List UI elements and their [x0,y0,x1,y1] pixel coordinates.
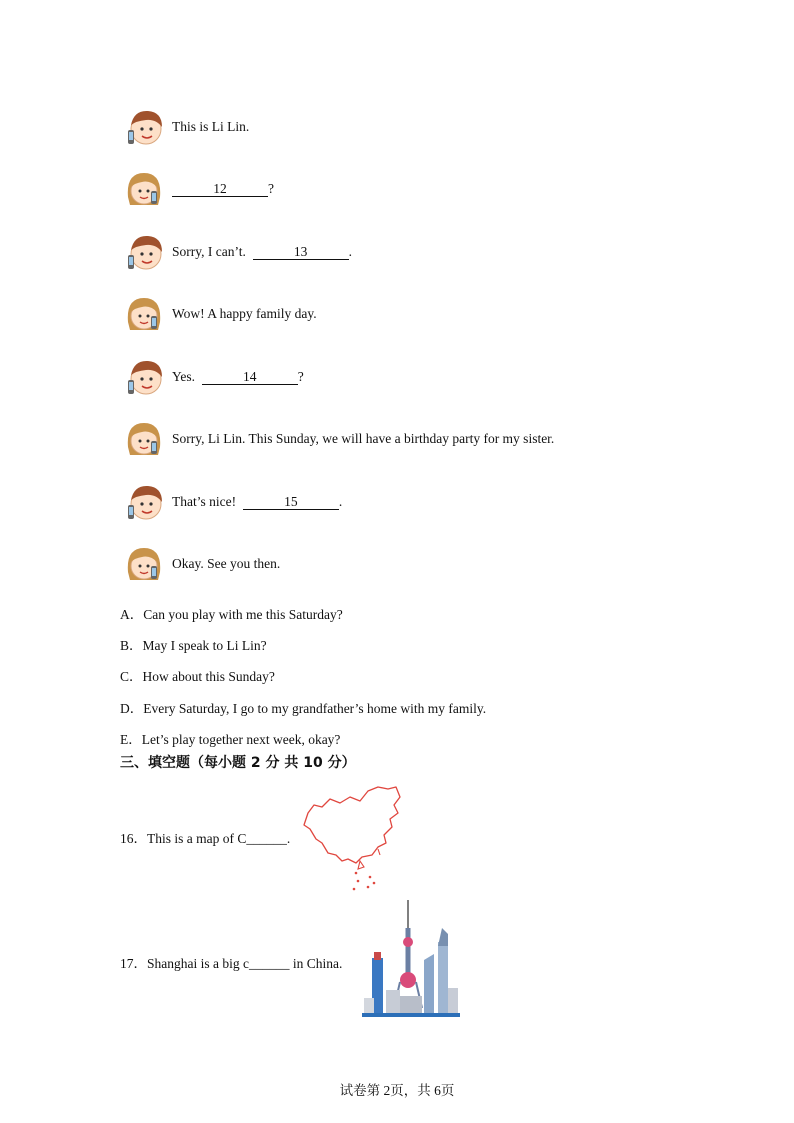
option-a: A．Can you play with me this Saturday? [120,607,343,622]
page-footer: 试卷第 2页，共 6页 [339,1083,455,1098]
section-heading: 三、填空题（每小题 2 分 共 10 分） [120,755,356,771]
dialogue-text: Sorry, Li Lin. This Sunday, we will have a birthday party for my sister. [172,431,555,446]
option-c: C．How about this Sunday? [120,669,275,684]
china-map-icon [300,783,404,893]
shanghai-skyline-icon [360,898,462,1020]
girl-phone-icon [122,542,166,586]
girl-phone-icon [122,292,166,336]
dialogue-line-2: 12 ? [122,167,274,211]
dialogue-line-3: Sorry, I can’t. 13 . [122,230,352,274]
dialogue-line-1 [122,105,249,149]
dialogue-line-4 [122,292,317,336]
blank-13: 13 [253,244,349,260]
dialogue-line-6 [122,417,554,461]
girl-phone-icon [122,167,166,211]
dialogue-line-7: That’s nice! 15 . [122,480,342,524]
option-e: E．Let’s play together next week, okay? [120,732,341,747]
boy-phone-icon [122,230,166,274]
boy-phone-icon [122,480,166,524]
boy-phone-icon [122,355,166,399]
dialogue-line-8 [122,542,280,586]
blank-12: 12 [172,181,268,197]
girl-phone-icon [122,417,166,461]
question-17: 17．Shanghai is a big c______ in China. [120,956,343,971]
dialogue-text: This is Li Lin. [172,119,250,134]
question-16: 16．This is a map of C______. [120,831,291,846]
blank-15: 15 [243,494,339,510]
dialogue-text: Okay. See you then. [172,556,281,571]
option-d: D．Every Saturday, I go to my grandfather’s home with my family. [120,701,487,716]
boy-phone-icon [122,105,166,149]
option-b: B．May I speak to Li Lin? [120,638,267,653]
dialogue-text: Wow! A happy family day. [172,306,317,321]
blank-14: 14 [202,369,298,385]
dialogue-line-5: Yes. 14 ? [122,355,304,399]
